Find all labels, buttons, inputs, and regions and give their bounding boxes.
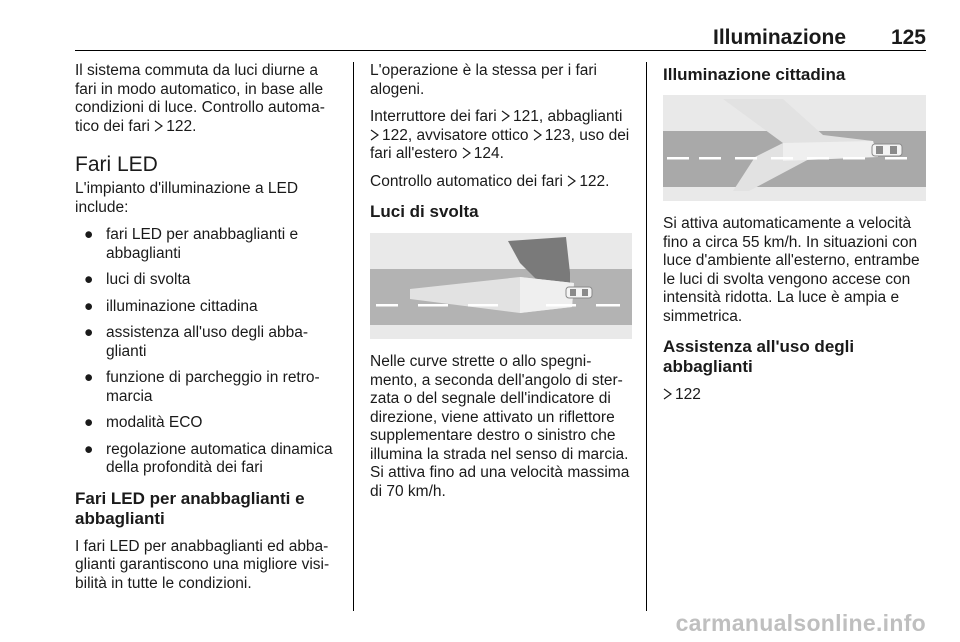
assistenza-page-ref[interactable]: 122 xyxy=(675,386,701,403)
same-operation-paragraph: L'operazione è la stessa per i fari alogeni. xyxy=(370,62,597,98)
list-item-text: fari LED per anabbaglianti e abbaglianti xyxy=(106,226,299,262)
interruttore-text: Interruttore dei fari xyxy=(370,108,497,125)
list-item-text: assistenza all'uso degli abba-glianti xyxy=(106,324,308,360)
list-item-text: modalità ECO xyxy=(106,414,203,431)
list-item xyxy=(75,271,341,290)
column-divider-right xyxy=(646,62,647,611)
column-2 xyxy=(370,62,632,510)
intro-paragraph xyxy=(75,62,341,136)
intro-page-ref[interactable]: 122. xyxy=(166,117,197,135)
bullet-icon: ● xyxy=(84,324,94,341)
header-rule xyxy=(75,50,926,51)
list-item-text: regolazione automatica dinamica della profondità dei fari xyxy=(106,440,333,476)
page-reference-arrow-icon xyxy=(154,120,163,132)
bullet-icon: ● xyxy=(84,226,94,243)
list-item xyxy=(75,414,341,433)
list-item-text: illuminazione cittadina xyxy=(106,297,258,315)
watermark: carmanualsonline.info xyxy=(675,610,926,636)
list-item xyxy=(75,369,341,406)
page-reference-arrow-icon xyxy=(663,388,672,400)
heading-anabbaglianti: Fari LED per anabbaglianti e abbaglianti xyxy=(75,488,305,528)
column-3 xyxy=(663,62,926,414)
svolta-paragraph: Nelle curve strette o allo spegni-mento, a seconda dell'angolo di ster-zata o del segnale dell'indicatore di direzione, viene attivato un riflettore supplementare destro o sinistro che illumina la strada nel senso di marcia. Si attiva fino ad una velocità massima di 70 km/h. xyxy=(370,353,630,500)
heading-assistenza-abbaglianti: Assistenza all'uso degli abbaglianti xyxy=(663,337,855,376)
page-reference-arrow-icon xyxy=(501,110,510,122)
bullet-icon: ● xyxy=(84,297,94,315)
heading-luci-svolta: Luci di svolta xyxy=(370,202,479,221)
page-reference-arrow-icon xyxy=(567,175,576,187)
heading-illuminazione-cittadina: Illuminazione cittadina xyxy=(663,65,846,84)
town-light-illustration xyxy=(663,95,926,201)
list-item-text: luci di svolta xyxy=(106,271,191,288)
column-divider-left xyxy=(353,62,354,611)
intro-text: Il sistema commuta da luci diurne a fari in modo automatico, in base alle condizioni di luce. Controllo automa-tico dei fari xyxy=(75,62,325,135)
page-ref-123[interactable]: 123, uso dei fari all'estero xyxy=(370,126,630,162)
page-reference-arrow-icon xyxy=(533,129,542,141)
list-item xyxy=(75,298,341,317)
controllo-page-ref[interactable]: 122. xyxy=(579,172,610,190)
page-reference-arrow-icon xyxy=(462,147,471,159)
page-number: 125 xyxy=(890,26,926,49)
include-paragraph: L'impianto d'illuminazione a LED include: xyxy=(75,180,299,216)
list-item-text: funzione di parcheggio in retro-marcia xyxy=(106,369,320,405)
page-ref-121[interactable]: 121, abbaglianti xyxy=(512,108,623,125)
heading-fari-led: Fari LED xyxy=(75,153,158,176)
column-1 xyxy=(75,62,341,602)
page-ref-124[interactable]: 124. xyxy=(473,145,504,162)
page-ref-122[interactable]: 122, avvisatore ottico xyxy=(382,126,529,144)
cittadina-paragraph: Si attiva automaticamente a velocità fino a circa 55 km/h. In situazioni con luce d'ambiente all'esterno, entrambe le luci di svolta vengono accese con intensità ridotta. La luce è ampia e simmetrica. xyxy=(663,215,920,325)
list-item xyxy=(75,226,341,263)
bullet-icon: ● xyxy=(84,414,94,431)
page-header xyxy=(75,20,926,50)
bullet-icon: ● xyxy=(84,440,94,458)
interruttore-paragraph xyxy=(370,108,632,164)
list-item xyxy=(75,441,341,478)
controllo-text: Controllo automatico dei fari xyxy=(370,172,563,190)
section-title: Illuminazione xyxy=(712,26,846,49)
anabbaglianti-paragraph: I fari LED per anabbaglianti ed abba-glianti garantiscono una migliore visi-bilità in tutte le condizioni. xyxy=(75,537,330,592)
controllo-paragraph xyxy=(370,173,632,192)
feature-list xyxy=(75,226,341,478)
bullet-icon: ● xyxy=(84,369,94,386)
cornering-light-illustration xyxy=(370,233,632,339)
assistenza-reference xyxy=(663,386,926,405)
list-item xyxy=(75,324,341,361)
page-reference-arrow-icon xyxy=(370,129,379,141)
bullet-icon: ● xyxy=(84,271,94,288)
